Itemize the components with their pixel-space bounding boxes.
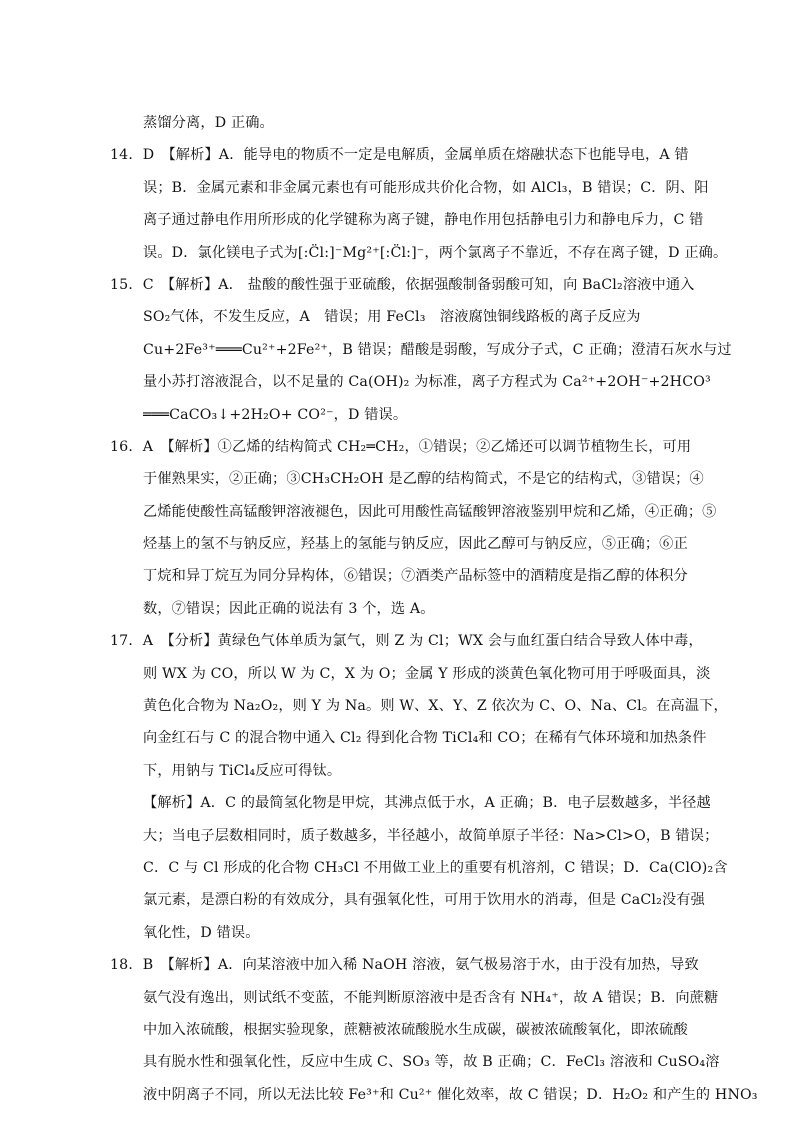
explanation-line: 乙烯能使酸性高锰酸钾溶液褪色，因此可用酸性高锰酸钾溶液鉴别甲烷和乙烯，④正确；⑤ bbox=[143, 503, 717, 520]
explanation-line: C．C 与 Cl 形成的化合物 CH₃Cl 不用做工业上的重要有机溶剂，C 错误；D．Ca(ClO)₂含 bbox=[143, 859, 728, 876]
question-answer-line: 15．C 【解析】A． 盐酸的酸性强于亚硫酸，依据强酸制备弱酸可知，向 BaCl₂溶液中通入 bbox=[110, 276, 695, 293]
explanation-line: 蒸馏分离，D 正确。 bbox=[143, 115, 274, 131]
explanation-line: 下，用钠与 TiCl₄反应可得钛。 bbox=[143, 762, 342, 779]
explanation-line: 具有脱水性和强氧化性，反应中生成 C、SO₃ 等，故 B 正确；C．FeCl₃ 溶液和 CuSO₄溶 bbox=[143, 1054, 720, 1071]
explanation-line: ═══CaCO₃↓+2H₂O+ CO²⁻，D 错误。 bbox=[143, 406, 408, 423]
explanation-line: 向金红石与 C 的混合物中通入 Cl₂ 得到化合物 TiCl₄和 CO；在稀有气体环境和加热条件 bbox=[143, 730, 707, 747]
explanation-line: 大；当电子层数相同时，质子数越多，半径越小，故简单原子半径：Na>Cl>O，B 错误； bbox=[143, 827, 719, 844]
explanation-line: 于催熟果实，②正确；③CH₃CH₂OH 是乙醇的结构简式，不是它的结构式，③错误；④ bbox=[143, 471, 704, 488]
explanation-line: 氯元素，是漂白粉的有效成分，具有强氧化性，可用于饮用水的消毒，但是 CaCl₂没有强 bbox=[143, 892, 705, 909]
explanation-line: 烃基上的氢不与钠反应，羟基上的氢能与钠反应，因此乙醇可与钠反应，⑤正确；⑥正 bbox=[143, 536, 688, 553]
explanation-line: 误。D．氯化镁电子式为[:C̈l:]⁻Mg²⁺[:C̈l:]⁻，两个氯离子不靠近，不存在离子键，D 正确。 bbox=[143, 244, 728, 261]
explanation-line: SO₂气体，不发生反应，A 错误；用 FeCl₃ 溶液腐蚀铜线路板的离子反应为 bbox=[143, 309, 641, 326]
question-answer-line: 16．A 【解析】①乙烯的结构简式 CH₂═CH₂，①错误；②乙烯还可以调节植物生长，可用 bbox=[110, 438, 692, 455]
explanation-line: 量小苏打溶液混合，以不足量的 Ca(OH)₂ 为标准，离子方程式为 Ca²⁺+2OH⁻+2HCO³ bbox=[143, 374, 711, 391]
explanation-line: 数，⑦错误；因此正确的说法有 3 个，选 A。 bbox=[143, 600, 435, 617]
explanation-line: 误；B．金属元素和非金属元素也有可能形成共价化合物，如 AlCl₃，B 错误；C．阴、阳 bbox=[143, 179, 709, 196]
question-answer-line: 17．A 【分析】黄绿色气体单质为氯气，则 Z 为 Cl；WX 会与血红蛋白结合导致人体中毒， bbox=[110, 633, 703, 650]
explanation-line: 液中阴离子不同，所以无法比较 Fe³⁺和 Cu²⁺ 催化效率，故 C 错误；D．H₂O₂ 和产生的 HNO₃ bbox=[143, 1086, 758, 1103]
explanation-line: 氧化性，D 错误。 bbox=[143, 924, 260, 941]
explanation-line: 则 WX 为 CO，所以 W 为 C，X 为 O；金属 Y 形成的淡黄色氧化物可用于呼吸面具，淡 bbox=[143, 665, 711, 682]
explanation-line: 黄色化合物为 Na₂O₂，则 Y 为 Na。则 W、X、Y、Z 依次为 C、O、Na、Cl。在高温下， bbox=[143, 698, 728, 715]
explanation-line: 氨气没有逸出，则试纸不变蓝，不能判断原溶液中是否含有 NH₄⁺，故 A 错误；B．向蔗糖 bbox=[143, 989, 719, 1006]
explanation-line: 丁烷和异丁烷互为同分异构体，⑥错误；⑦酒类产品标签中的酒精度是指乙醇的体积分 bbox=[143, 568, 688, 585]
explanation-line: 【解析】A．C 的最简氢化物是甲烷，其沸点低于水，A 正确；B．电子层数越多，半径越 bbox=[143, 795, 711, 812]
explanation-line: 离子通过静电作用所形成的化学键称为离子键，静电作用包括静电引力和静电斥力，C 错 bbox=[143, 212, 704, 229]
explanation-line: Cu+2Fe³⁺═══Cu²⁺+2Fe²⁺，B 错误；醋酸是弱酸，写成分子式，C 正确；澄清石灰水与过 bbox=[143, 341, 732, 358]
explanation-line: 中加入浓硫酸，根据实验现象，蔗糖被浓硫酸脱水生成碳，碳被浓硫酸氧化，即浓硫酸 bbox=[143, 1021, 688, 1038]
question-answer-line: 18．B 【解析】A．向某溶液中加入稀 NaOH 溶液，氨气极易溶于水，由于没有加热，导致 bbox=[110, 957, 699, 974]
question-answer-line: 14．D 【解析】A．能导电的物质不一定是电解质，金属单质在熔融状态下也能导电，A 错 bbox=[110, 147, 689, 164]
answer-explanations bbox=[110, 107, 758, 1111]
